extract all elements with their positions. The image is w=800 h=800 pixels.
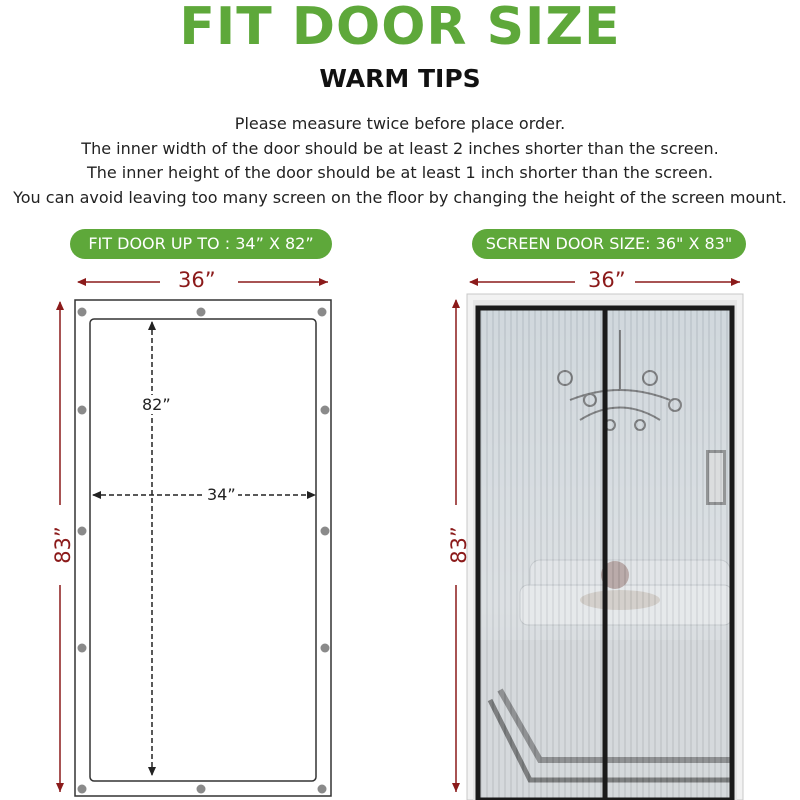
grommet-dot (321, 527, 330, 536)
tip-item: You can avoid leaving too many screen on the floor by changing the height of the screen mount. (13, 187, 787, 207)
grommet-dot (78, 527, 87, 536)
right-height-label: 83” (446, 526, 471, 564)
grommet-dot (197, 308, 206, 317)
inner-height-label: 82” (142, 395, 171, 414)
inner-width-label: 34” (207, 485, 236, 504)
tip-item: Please measure twice before place order. (234, 114, 566, 133)
warm-tips-heading: WARM TIPS (319, 64, 481, 93)
tip-item: The inner height of the door should be at least 1 inch shorter than the screen. (86, 163, 714, 182)
page-title: FIT DOOR SIZE (179, 0, 621, 57)
grommet-dot (321, 406, 330, 415)
grommet-dot (78, 406, 87, 415)
grommet-dot (318, 308, 327, 317)
grommet-dot (318, 785, 327, 794)
screen-door-size-badge: SCREEN DOOR SIZE: 36" X 83" (472, 229, 746, 259)
grommet-dot (78, 308, 87, 317)
grommet-dot (321, 644, 330, 653)
grommet-dot (78, 785, 87, 794)
tip-item: The inner width of the door should be at least 2 inches shorter than the screen. (81, 138, 719, 158)
left-width-label: 36” (178, 268, 216, 292)
left-height-label: 83” (50, 526, 75, 564)
door-outline (90, 319, 316, 781)
right-width-label: 36” (588, 268, 626, 292)
grommet-dot (197, 785, 206, 794)
grommet-dot (78, 644, 87, 653)
fit-door-badge: FIT DOOR UP TO : 34” X 82” (70, 229, 332, 259)
